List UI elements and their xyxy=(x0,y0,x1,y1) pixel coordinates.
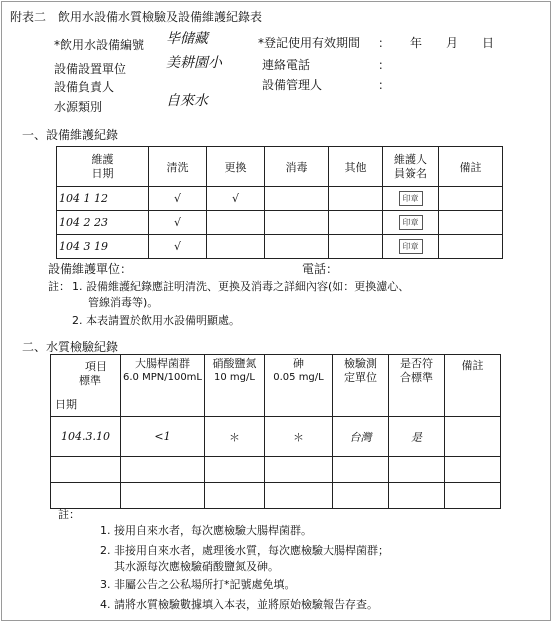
quality-date: 104.3.10 xyxy=(51,417,121,457)
quality-note-2: 2. 非接用自來水者，處理後水質，每次應檢驗大腸桿菌群； xyxy=(100,544,389,557)
quality-header-row xyxy=(51,355,501,417)
header-arsenic: 砷 0.05 mg/L xyxy=(265,355,333,417)
maint-date: 104 2 23 xyxy=(57,211,149,235)
title-prefix: 附表二 xyxy=(10,10,47,24)
header-lab: 檢驗測 定單位 xyxy=(333,355,389,417)
maint-note-2: 2. 本表請置於飲用水設備明顯處。 xyxy=(72,314,240,327)
table-cell xyxy=(205,457,265,483)
table-row xyxy=(51,483,501,509)
install-unit-label: 設備設置單位 xyxy=(54,62,127,76)
table-cell xyxy=(205,483,265,509)
header-nitrate: 硝酸鹽氮 10 mg/L xyxy=(205,355,265,417)
table-cell xyxy=(121,457,205,483)
table-cell xyxy=(51,457,121,483)
table-cell xyxy=(329,235,383,259)
reg-date-label: *登記使用有效期間 xyxy=(258,36,361,50)
maintenance-section-title: 一、設備維護紀錄 xyxy=(22,128,119,142)
maint-note-prefix: 註： xyxy=(48,280,70,293)
header-coliform: 大腸桿菌群 6.0 MPN/100mL xyxy=(121,355,205,417)
manager-label: 設備管理人 xyxy=(262,78,323,92)
check-mark: √ xyxy=(149,187,207,211)
signer-stamp: 印章 xyxy=(399,239,423,254)
header-replace: 更換 xyxy=(207,147,265,187)
maint-phone-label: 電話： xyxy=(302,262,339,276)
table-cell xyxy=(265,187,329,211)
signer-cell xyxy=(383,211,439,235)
manager-colon: ： xyxy=(378,78,391,92)
install-unit-value: 美耕園小 xyxy=(166,55,222,71)
header-maint-date: 維護 日期 xyxy=(57,147,149,187)
maint-date: 104 3 19 xyxy=(57,235,149,259)
device-no-label: *飲用水設備編號 xyxy=(54,38,145,52)
source-value: 自來水 xyxy=(166,93,208,109)
signer-cell xyxy=(383,187,439,211)
header-pass: 是否符 合標準 xyxy=(389,355,445,417)
quality-table xyxy=(50,354,501,509)
table-cell xyxy=(389,457,445,483)
signer-stamp: 印章 xyxy=(399,191,423,206)
nitrate-value: ＊ xyxy=(205,417,265,457)
table-cell xyxy=(439,187,503,211)
table-cell xyxy=(121,483,205,509)
table-cell xyxy=(51,483,121,509)
coliform-value: <1 xyxy=(121,417,205,457)
header-item-standard-date: 項目 標準 日期 xyxy=(51,355,121,417)
maintenance-table xyxy=(56,146,503,259)
device-no-value: 毕储藏 xyxy=(166,31,208,47)
table-row xyxy=(57,187,503,211)
reg-date-colon: ： xyxy=(378,36,391,50)
quality-note-3: 3. 非屬公告之公私場所打*記號處免填。 xyxy=(100,578,296,591)
phone-colon: ： xyxy=(378,58,391,72)
phone-label: 連絡電話 xyxy=(262,58,311,72)
table-cell xyxy=(333,457,389,483)
table-cell xyxy=(445,457,501,483)
header-disinfect: 消毒 xyxy=(265,147,329,187)
table-cell xyxy=(265,483,333,509)
check-mark xyxy=(207,235,265,259)
header-signer: 維護人 員簽名 xyxy=(383,147,439,187)
check-mark: √ xyxy=(149,211,207,235)
check-mark xyxy=(207,211,265,235)
quality-note-4: 4. 請將水質檢驗數據填入本表，並將原始檢驗報告存查。 xyxy=(100,598,378,611)
maint-note-1: 1. 設備維護紀錄應註明清洗、更換及消毒之詳細內容(如：更換濾心、 xyxy=(72,280,410,293)
reg-day: 日 xyxy=(482,36,495,50)
maint-note-1-cont: 管線消毒等)。 xyxy=(88,296,159,309)
maintenance-header-row xyxy=(57,147,503,187)
reg-month: 月 xyxy=(446,36,459,50)
source-label: 水源類別 xyxy=(54,100,103,114)
maint-unit-label: 設備維護單位： xyxy=(48,262,133,276)
quality-note-1: 1. 接用自來水者，每次應檢驗大腸桿菌群。 xyxy=(100,524,312,537)
check-mark: √ xyxy=(207,187,265,211)
table-row xyxy=(51,457,501,483)
table-cell xyxy=(439,211,503,235)
header-other: 其他 xyxy=(329,147,383,187)
table-cell xyxy=(445,417,501,457)
maint-date: 104 1 12 xyxy=(57,187,149,211)
table-cell xyxy=(265,457,333,483)
table-row xyxy=(57,235,503,259)
table-cell xyxy=(329,211,383,235)
header-quality-note: 備註 xyxy=(445,355,501,417)
quality-note-prefix: 註： xyxy=(58,508,80,521)
table-cell xyxy=(389,483,445,509)
lab-value: 台灣 xyxy=(333,417,389,457)
quality-section-title: 二、水質檢驗紀錄 xyxy=(22,340,119,354)
table-row xyxy=(51,417,501,457)
signer-cell xyxy=(383,235,439,259)
table-cell xyxy=(333,483,389,509)
table-cell xyxy=(439,235,503,259)
arsenic-value: ＊ xyxy=(265,417,333,457)
quality-note-2-cont: 其水源每次應檢驗硝酸鹽氮及砷。 xyxy=(114,560,279,573)
owner-label: 設備負責人 xyxy=(54,80,115,94)
table-row xyxy=(57,211,503,235)
table-cell xyxy=(329,187,383,211)
check-mark: √ xyxy=(149,235,207,259)
table-cell xyxy=(265,211,329,235)
reg-year: 年 xyxy=(410,36,423,50)
pass-value: 是 xyxy=(389,417,445,457)
table-cell xyxy=(445,483,501,509)
header-clean: 清洗 xyxy=(149,147,207,187)
header-note: 備註 xyxy=(439,147,503,187)
table-cell xyxy=(265,235,329,259)
form-title: 飲用水設備水質檢驗及設備維護紀錄表 xyxy=(58,10,263,24)
signer-stamp: 印章 xyxy=(399,215,423,230)
